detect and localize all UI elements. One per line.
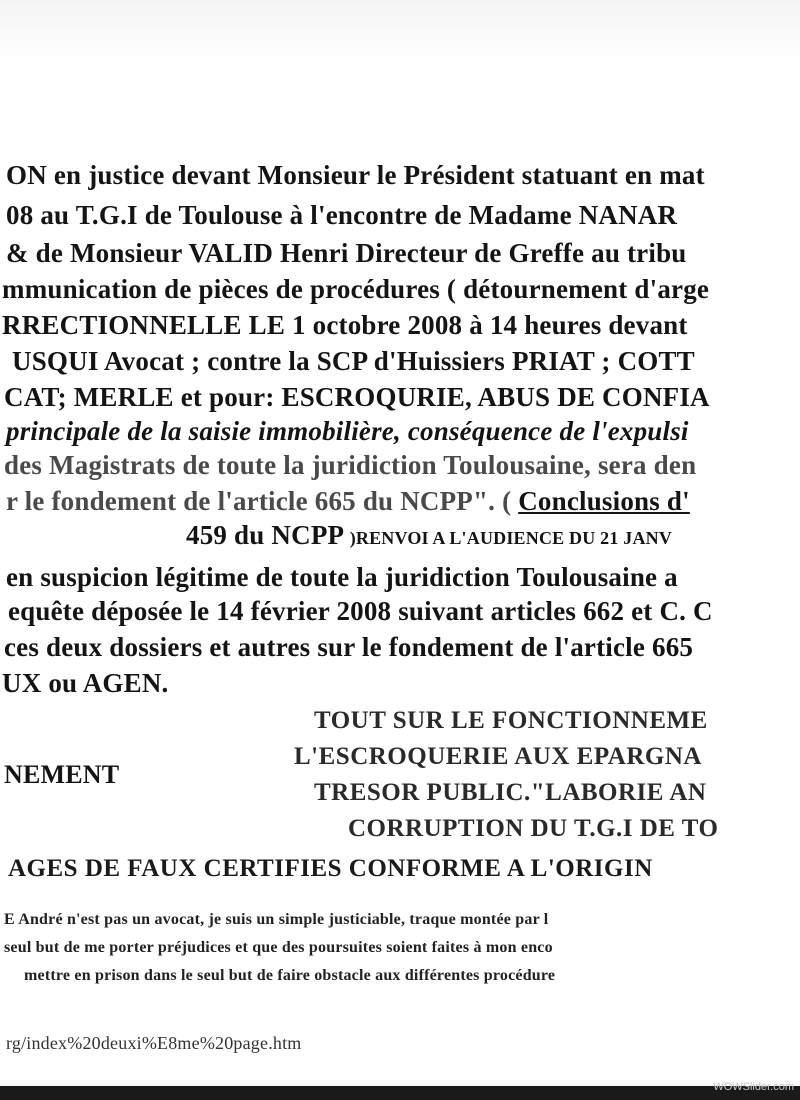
section-heading-line: TOUT SUR LE FONCTIONNEME — [314, 707, 708, 734]
text-line: mmunication de pièces de procédures ( détournement d'arge — [2, 274, 710, 304]
notice-line: seul but de me porter préjudices et que des poursuites soient faites à mon enco — [4, 939, 553, 956]
text-line: equête déposée le 14 février 2008 suivant articles 662 et C. C — [8, 596, 713, 626]
section-heading-line: L'ESCROQUERIE AUX EPARGNA — [294, 743, 702, 770]
text-line: & de Monsieur VALID Henri Directeur de Greffe au tribu — [6, 238, 687, 268]
text-line: ces deux dossiers et autres sur le fondement de l'article 665 — [4, 632, 694, 662]
text-line: en suspicion légitime de toute la juridiction Toulousaine a — [6, 562, 678, 592]
text-line: 459 du NCPP )RENVOI A L'AUDIENCE DU 21 JANV — [186, 520, 673, 550]
text-line: UX ou AGEN. — [2, 668, 169, 698]
section-left-heading: NEMENT — [4, 760, 120, 789]
page-url: rg/index%20deuxi%E8me%20page.htm — [6, 1033, 302, 1053]
text-line: RRECTIONNELLE LE 1 octobre 2008 à 14 heures devant — [2, 310, 688, 340]
watermark: WOWSlider.com — [713, 1081, 794, 1093]
notice-line: mettre en prison dans le seul but de faire obstacle aux différentes procédure — [24, 967, 556, 984]
text-line: des Magistrats de toute la juridiction Toulousaine, sera den — [4, 450, 697, 480]
text-line: principale de la saisie immobilière, conséquence de l'expulsi — [6, 416, 689, 446]
text-line: CAT; MERLE et pour: ESCROQURIE, ABUS DE CONFIA — [4, 382, 710, 412]
text-line: 08 au T.G.I de Toulouse à l'encontre de Madame NANAR — [6, 200, 678, 230]
notice-line: E André n'est pas un avocat, je suis un simple justiciable, traque montée par l — [4, 911, 549, 928]
text-line: ON en justice devant Monsieur le Président statuant en mat — [6, 160, 705, 190]
section-heading-line: TRESOR PUBLIC."LABORIE AN — [314, 779, 707, 806]
text-line: USQUI Avocat ; contre la SCP d'Huissiers PRIAT ; COTT — [12, 346, 695, 376]
banner-heading: AGES DE FAUX CERTIFIES CONFORME A L'ORIGIN — [8, 855, 653, 882]
section-heading-line: CORRUPTION DU T.G.I DE TO — [348, 815, 719, 842]
slider-bottom-bar — [0, 1086, 800, 1100]
text-line: r le fondement de l'article 665 du NCPP". ( Conclusions d' — [6, 486, 690, 516]
